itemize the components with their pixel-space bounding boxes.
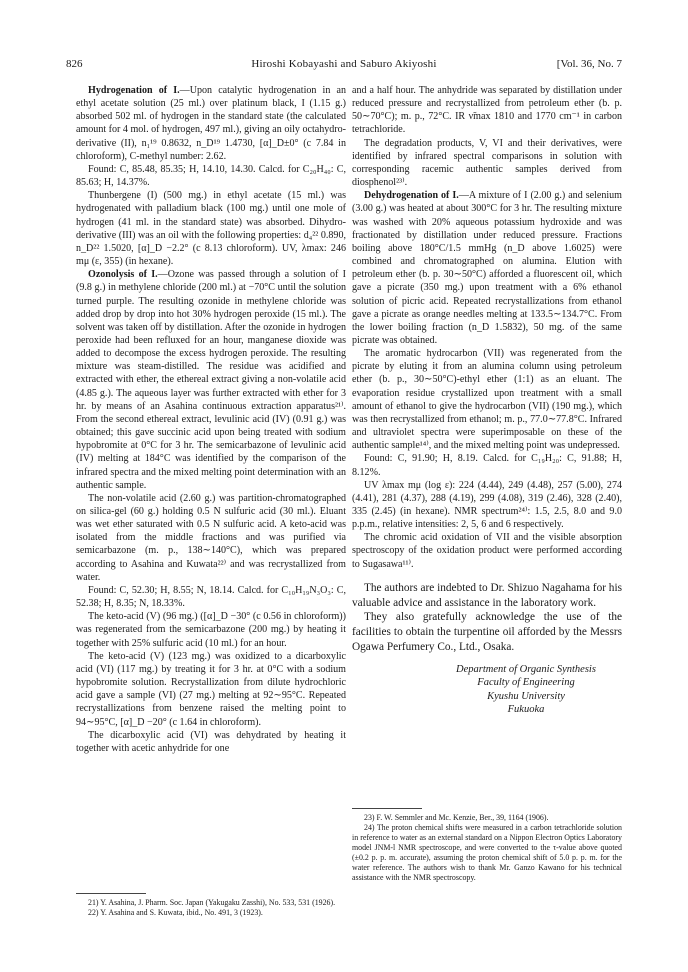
paragraph-text: —A mixture of I (2.00 g.) and selenium (3.00 g.) was heated at about 300°C for 3 hr. The resulting mixture was washed with 20% aqueous potassium hydroxide and was fractionated by distillation under reduced pressure. Fractions boiling above 180°C/1.5 mmHg (n_D above 1.6025) were combined and chromatographed on alumina. Elution with petroleum ether (b. p. 30∼50°C) afforded a fluorescent oil, which gave a picrate (350 mg.) upon treatment with a 6% ethanol solution of picric acid. Repeated recrystallizations from ethanol gave a picrate as orange needles melting at 133.5∼134.7°C. From the lower boiling fraction (n_D 1.5832), 50 mg. of the same picrate was obtained. <box>352 190 622 346</box>
left-footnotes <box>76 898 346 918</box>
footnote-rule <box>76 893 146 894</box>
affiliation-block <box>352 663 622 717</box>
footnote: 24) The proton chemical shifts were measured in a carbon tetrachloride solution in reference to water as an external standard on a Nippon Electron Optics Laboratory model JNM-l NMR spectroscope, and were converted to the τ-value above quoted (±0.2 p. p. m. accurate), assuming the proton chemical shift of 5.0 p. p. m. for the water reference. The authors wish to thank Mr. Ganzo Kawano for his technical assistance with the NMR spectroscopy. <box>352 823 622 882</box>
paragraph-text: The keto-acid (V) (96 mg.) ([α]_D −30° (c 0.56 in chloroform)) was regenerated from the semicarbazone (200 mg.) by heating it together with 25% sulfuric acid (10 ml.) for an hour. <box>76 611 346 649</box>
paragraph-text: The non-volatile acid (2.60 g.) was partition-chromatographed on silica-gel (60 g.) holding 0.5 N sulfuric acid (30 ml.). Eluant was wet ether saturated with 0.5 N sulfuric acid. A keto-acid was isolated from the middle fractions and was purified via semicarbazone (m. p., 138∼140°C), which was prepared according to Asahina and Kuwata²²⁾ and was recrystallized from water. <box>76 492 346 583</box>
affiliation-line: Kyushu University <box>487 690 565 702</box>
paragraph-text: The keto-acid (V) (123 mg.) was oxidized to a dicarboxylic acid (VI) (117 mg.) by treating it for 3 hr. at 0°C with a sodium hypobromite solution. Recrystallization from dilute hydrochloric acid gave a sample (VI) (27 mg.) melting at 92∼95°C. Repeated recrystallizations from benzene raised the melting point to 94∼95°C, [α]_D −20° (c 1.64 in chloroform). <box>76 650 346 728</box>
running-title-authors: Hiroshi Kobayashi and Saburo Akiyoshi <box>251 58 437 70</box>
acknowledgment-paragraph: The authors are indebted to Dr. Shizuo Nagahama for his valuable advice and assistance in the laboratory work. <box>352 581 622 609</box>
paragraph <box>352 84 622 137</box>
affiliation-line: Faculty of Engineering <box>477 677 575 689</box>
paragraph <box>76 729 346 755</box>
section-heading: Ozonolysis of I. <box>88 269 158 281</box>
paragraph-text: Thunbergene (I) (500 mg.) in ethyl acetate (15 ml.) was hydrogenated with palladium black (100 mg.) until one mole of hydrogen (41 ml. in the standard state) was absorbed. Dihydro-derivative (III) was an oil with the following properties: d₄²² 0.890, n_D²² 1.5020, [α]_D −2.2° (c 8.13 chloroform). UV, λmax: 246 mμ (ε, 355) (in hexane). <box>76 190 346 268</box>
left-column <box>76 84 346 755</box>
affiliation-line: Fukuoka <box>507 704 545 716</box>
journal-volume: [Vol. 36, No. 7 <box>556 58 622 70</box>
footnote-rule <box>352 808 422 809</box>
paragraph <box>352 531 622 570</box>
paragraph <box>352 347 622 452</box>
paragraph-text: The aromatic hydrocarbon (VII) was regenerated from the picrate by eluting it from an alumina column using petroleum ether (b. p., 30∼50°C)-ethyl ether (1:1) as an eluant. The evaporation residue crystallized upon treatment with a small amount of ethanol to give the hydrocarbon (VII) (190 mg.), which was then recrystallized from ethanol; m. p., 77.0∼77.8°C. Infrared and ultraviolet spectra were superimposable on these of the authentic sample¹⁴⁾, and the mixed melting point was undepressed. <box>352 348 622 452</box>
footnote: 23) F. W. Semmler and Mc. Kenzie, Ber., 39, 1164 (1906). <box>364 813 549 822</box>
paragraph-text: —Ozone was passed through a solution of I (9.8 g.) in methylene chloride (200 ml.) at −70°C until the solution turned purple. The resulting ozonide in methylene chloride was added drop by drop into hot 30% hydrogen peroxide (15 ml.). The solvent was taken off by distillation. After the ozonide in hydrogen peroxide had been refluxed for an hour, manganese dioxide was added to decompose the excess hydrogen peroxide. The resulting mixture was steam-distilled. The residue was acidified and extracted with ether, the ethereal extract giving a non-volatile acid (4.85 g.). The aqueous layer was further extracted with ether for 3 hr. by means of an Asahina continuous extraction apparatus²¹⁾. From the second ethereal extract, levulinic acid (IV) (0.91 g.) was obtained; this gave succinic acid upon being treated with sodium hypobromite at 0°C for 3 hr. The semicarbazone of levulinic acid (IV) melting at 184°C was identified by the comparison of the infrared spectra and the mixed melting point determination with an authentic sample. <box>76 269 346 491</box>
paragraph <box>352 452 622 478</box>
paragraph-text: Found: C, 91.90; H, 8.19. Calcd. for C₁₉H₂₀: C, 91.88; H, 8.12%. <box>352 453 622 478</box>
right-column <box>352 84 622 717</box>
paragraph <box>76 163 346 189</box>
paragraph <box>76 610 346 649</box>
paragraph-text: The degradation products, V, VI and their derivatives, were identified by infrared spectral comparisons in solution with corresponding racemic authentic samples derived from diosphenol²³⁾. <box>352 137 622 189</box>
affiliation-line: Department of Organic Synthesis <box>456 663 596 675</box>
paragraph <box>76 268 346 492</box>
paragraph-text: and a half hour. The anhydride was separated by distillation under reduced pressure and recrystallized from petroleum ether (b. p. 50∼70°C); m. p., 72°C. IR ν̃max 1810 and 1770 cm⁻¹ in carbon tetrachloride. <box>352 85 622 136</box>
paragraph <box>352 137 622 190</box>
footnote: 22) Y. Asahina and S. Kuwata, ibid., No. 491, 3 (1923). <box>88 908 263 917</box>
paragraph <box>76 492 346 584</box>
paragraph-text: UV λmax mμ (log ε): 224 (4.44), 249 (4.48), 257 (5.00), 274 (4.41), 281 (4.37), 288 (4.19), 299 (4.08), 319 (2.46), 328 (2.40), 335 (2.45) (in hexane). NMR spectrum²⁴⁾: 1.5, 2.5, 8.0 and 9.0 p.p.m., relative intensities: 2, 5, 6 and 6 respectively. <box>352 479 622 531</box>
running-header <box>66 58 622 74</box>
section-heading: Hydrogenation of I. <box>88 85 180 96</box>
paragraph-text: The chromic acid oxidation of VII and the visible absorption spectroscopy of the oxidation product were performed according to Sugasawa¹¹⁾. <box>352 532 622 570</box>
paragraph-text: —Upon catalytic hydrogenation in an ethyl acetate solution (25 ml.) over platinum black, I (1.15 g.) absorbed 502 ml. of hydrogen in the standard state (the calculated amount for 4 mol. of hydrogen, 497 ml.), giving an oily octahydro-derivative (II), n₁¹⁹ 0.8632, n_D¹⁹ 1.4730, [α]_D±0° (c 7.84 in chloroform), C-methyl number: 2.62. <box>76 85 347 162</box>
page-number: 826 <box>66 58 83 70</box>
paragraph <box>76 650 346 729</box>
paragraph-text: The dicarboxylic acid (VI) was dehydrated by heating it together with acetic anhydride for one <box>76 729 346 754</box>
paragraph-text: Found: C, 85.48, 85.35; H, 14.10, 14.30. Calcd. for C₂₀H₄₀: C, 85.63; H, 14.37%. <box>76 163 346 189</box>
paragraph <box>352 189 622 347</box>
footnote: 21) Y. Asahina, J. Pharm. Soc. Japan (Yakugaku Zasshi), No. 533, 531 (1926). <box>88 898 336 907</box>
right-footnotes <box>352 813 622 883</box>
paragraph <box>352 479 622 532</box>
paragraph <box>76 584 346 610</box>
acknowledgment-paragraph: They also gratefully acknowledge the use of the facilities to obtain the turpentine oil afforded by the Messrs Ogawa Perfumery Co., Ltd., Osaka. <box>352 611 622 653</box>
section-heading: Dehydrogenation of I. <box>364 190 459 202</box>
paragraph <box>76 189 346 268</box>
paragraph <box>76 84 346 163</box>
paragraph-text: Found: C, 52.30; H, 8.55; N, 18.14. Calcd. for C₁₀H₁₉N₃O₃: C, 52.38; H, 8.35; N, 18.33%. <box>76 584 346 610</box>
